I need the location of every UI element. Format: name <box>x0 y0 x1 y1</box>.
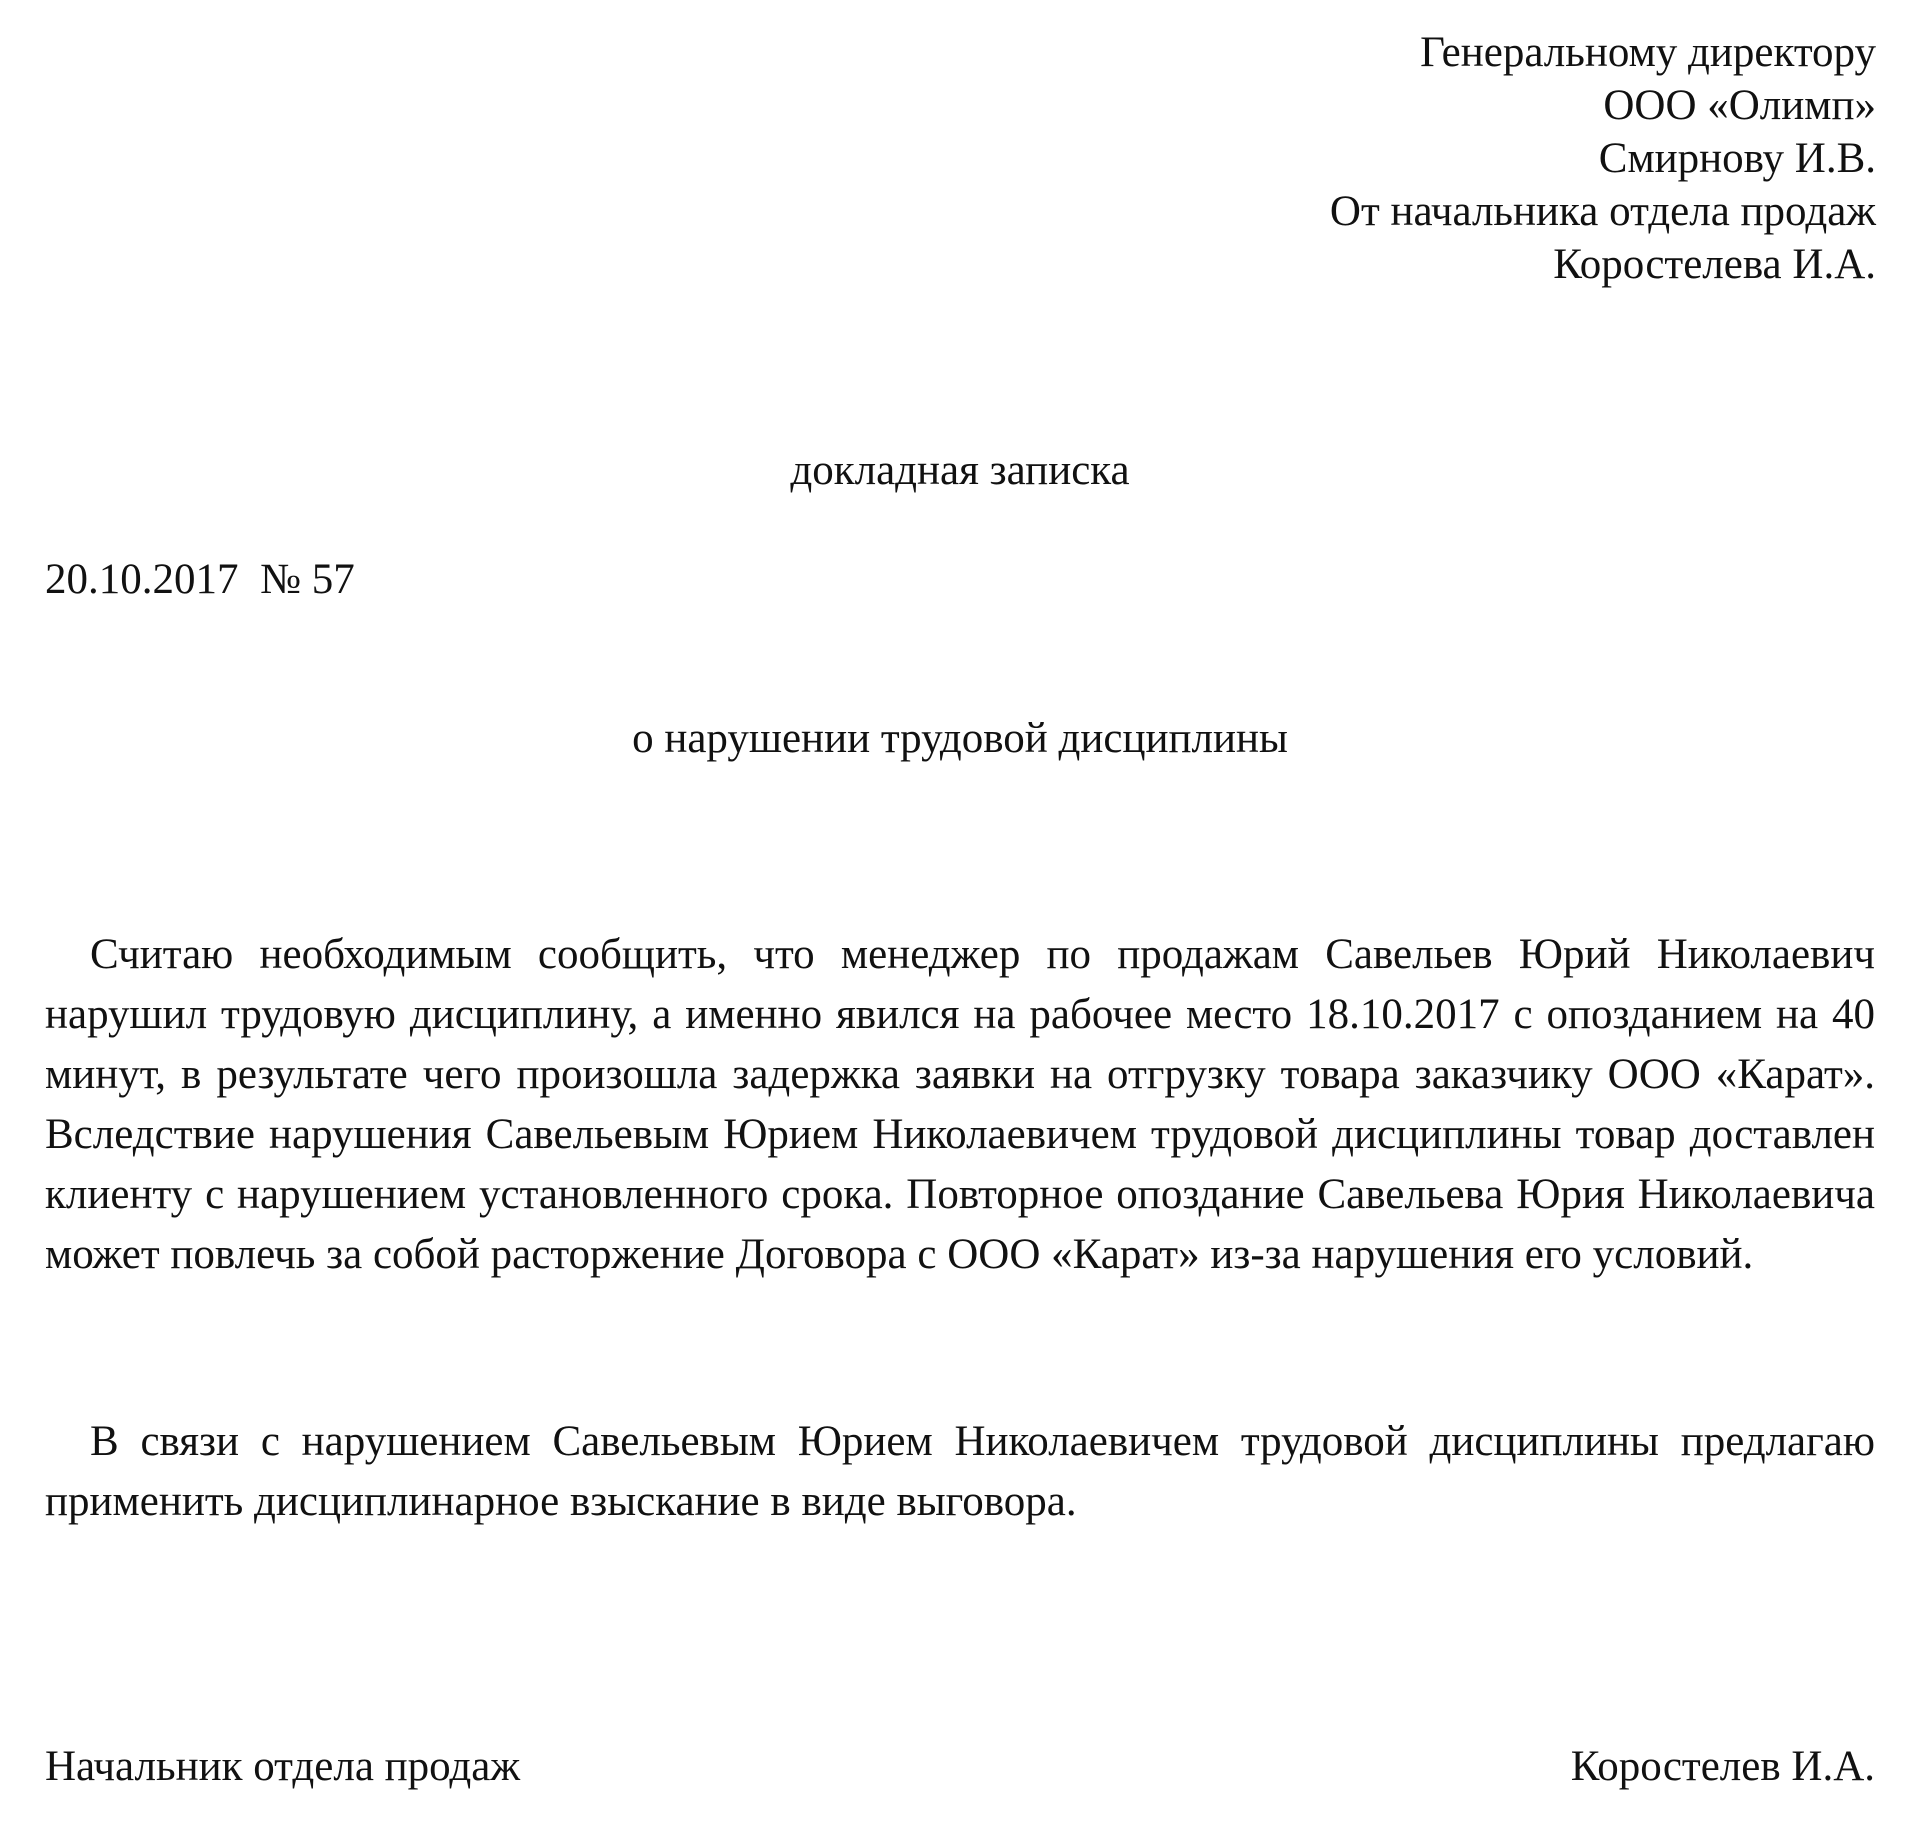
document-number: № 57 <box>260 556 355 603</box>
signature-block <box>45 1740 1875 1793</box>
document-subject: о нарушении трудовой дисциплины <box>632 715 1288 762</box>
document-date: 20.10.2017 <box>45 556 239 603</box>
signature-position: Начальник отдела продаж <box>45 1743 521 1790</box>
recipient-title: Генеральному директору <box>1420 29 1876 76</box>
recipient-block <box>976 26 1876 291</box>
sender-name: Коростелева И.А. <box>1553 241 1876 288</box>
body-paragraph-2: В связи с нарушением Савельевым Юрием Николаевичем трудовой дисциплины предлагаю применить дисциплинарное взыскание в виде выговора. <box>45 1418 1875 1525</box>
recipient-name: Смирнову И.В. <box>1598 135 1876 182</box>
document-type: докладная записка <box>790 447 1130 494</box>
sender-title: От начальника отдела продаж <box>1329 188 1876 235</box>
date-number-line <box>45 553 355 606</box>
body-paragraph-1: Считаю необходимым сообщить, что менеджер по продажам Савельев Юрий Николаевич нарушил трудовую дисциплину, а именно явился на рабочее место 18.10.2017 с опозданием на 40 минут, в результате чего произошла задержка заявки на отгрузку товара заказчику ООО «Карат». Вследствие нарушения Савельевым Юрием Николаевичем трудовой дисциплины товар доставлен клиенту с нарушением установленного срока. Повторное опоздание Савельева Юрия Николаевича может повлечь за собой расторжение Договора с ООО «Карат» из-за нарушения его условий. <box>45 931 1875 1278</box>
recipient-company: ООО «Олимп» <box>1603 82 1876 129</box>
signature-name: Коростелев И.А. <box>1570 1743 1875 1790</box>
